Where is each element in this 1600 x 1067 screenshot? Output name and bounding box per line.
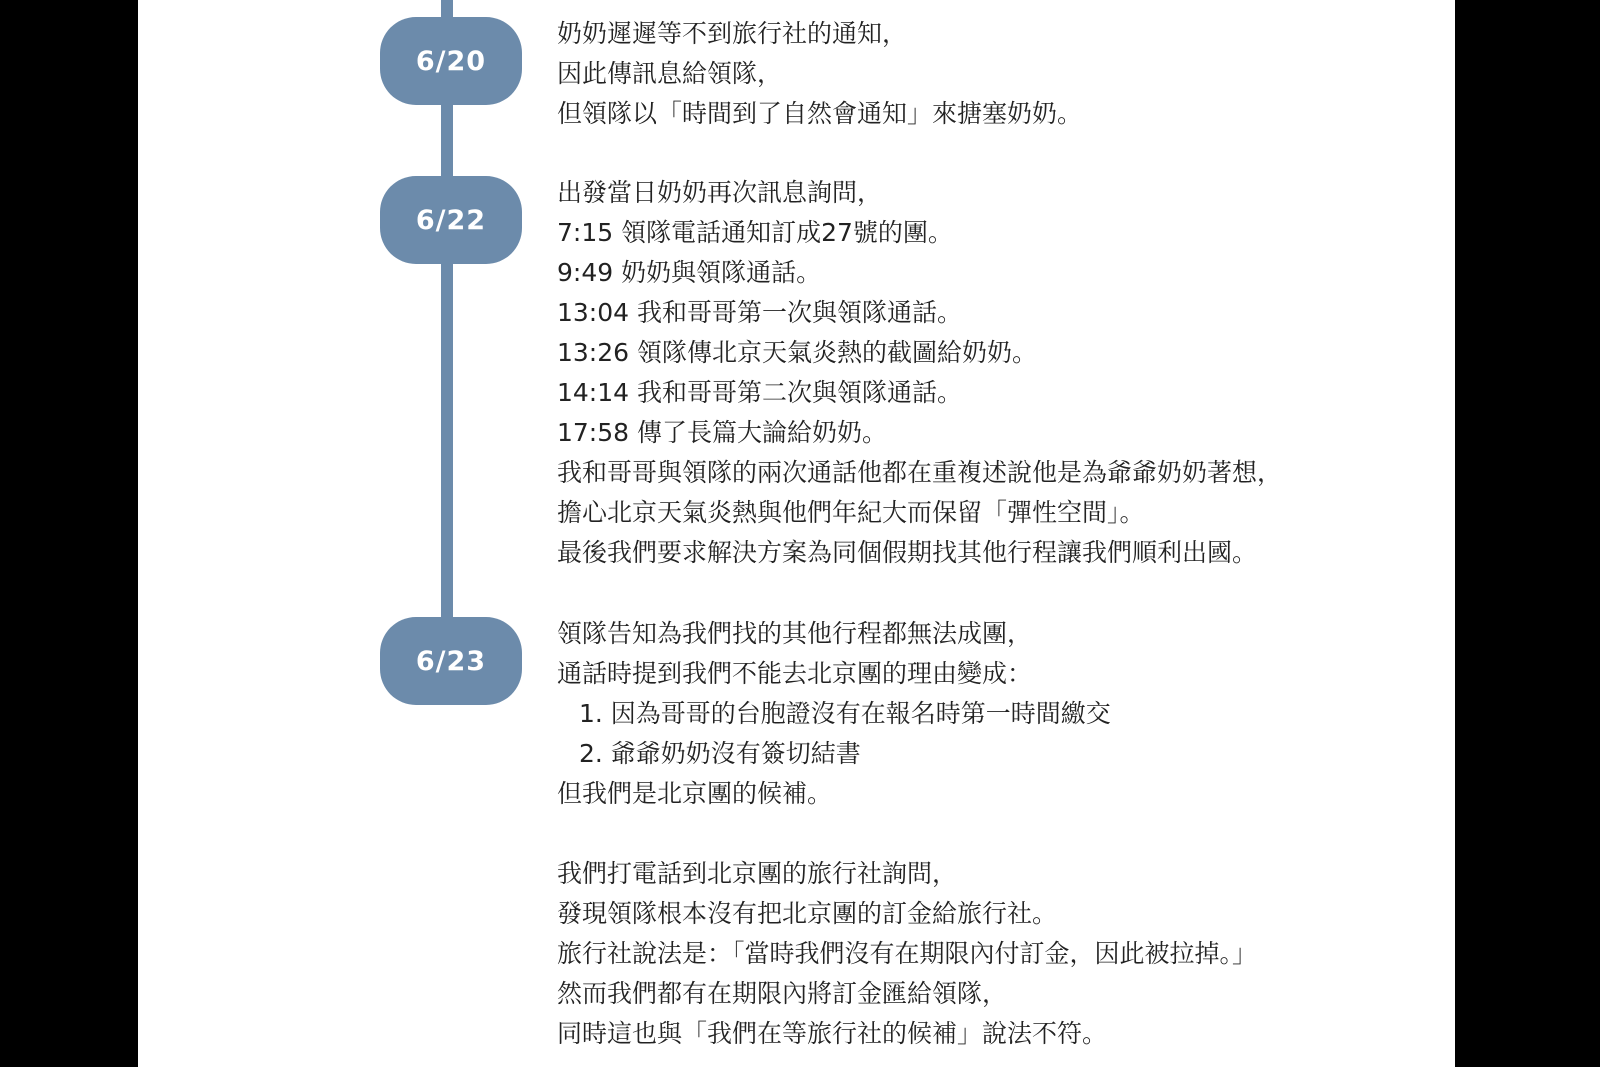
entry-line: 但領隊以「時間到了自然會通知」來搪塞奶奶。 xyxy=(557,99,1083,128)
entry-line: 13:04 我和哥哥第一次與領隊通話。 xyxy=(557,298,962,327)
entry-line: 旅行社說法是：「當時我們沒有在期限內付訂金，因此被拉掉。」 xyxy=(557,939,1258,968)
entry-line: 我們打電話到北京團的旅行社詢問， xyxy=(557,859,958,888)
entry-line: 通話時提到我們不能去北京團的理由變成： xyxy=(557,659,1033,688)
entry-line: 9:49 奶奶與領隊通話。 xyxy=(557,258,822,287)
entry-line: 同時這也與「我們在等旅行社的候補」說法不符。 xyxy=(557,1019,1108,1048)
entry-line: 17:58 傳了長篇大論給奶奶。 xyxy=(557,418,887,447)
date-badge-0620 xyxy=(380,17,522,105)
entry-text-0620 xyxy=(557,14,1437,134)
entry-line: 我和哥哥與領隊的兩次通話他都在重複述說他是為爺爺奶奶著想， xyxy=(557,458,1283,487)
document-page xyxy=(138,0,1455,1067)
entry-line: 出發當日奶奶再次訊息詢問， xyxy=(557,178,883,207)
date-badge-0623 xyxy=(380,617,522,705)
entry-line: 7:15 領隊電話通知訂成27號的團。 xyxy=(557,218,953,247)
entry-text-0622 xyxy=(557,173,1437,573)
entry-line: 奶奶遲遲等不到旅行社的通知， xyxy=(557,19,908,48)
date-badge-0622 xyxy=(380,176,522,264)
blank-line xyxy=(557,814,1437,854)
date-label: 6/23 xyxy=(415,645,487,677)
date-label: 6/22 xyxy=(415,204,487,236)
numbered-item-1: 1. 因為哥哥的台胞證沒有在報名時第一時間繳交 xyxy=(579,699,1111,728)
entry-line: 發現領隊根本沒有把北京團的訂金給旅行社。 xyxy=(557,899,1058,928)
entry-line: 領隊告知為我們找的其他行程都無法成團， xyxy=(557,619,1033,648)
numbered-item-2: 2. 爺爺奶奶沒有簽切結書 xyxy=(579,739,861,768)
entry-line: 因此傳訊息給領隊， xyxy=(557,59,783,88)
entry-line: 但我們是北京團的候補。 xyxy=(557,779,833,808)
entry-line: 14:14 我和哥哥第二次與領隊通話。 xyxy=(557,378,962,407)
entry-line: 擔心北京天氣炎熱與他們年紀大而保留「彈性空間」。 xyxy=(557,498,1145,527)
entry-line: 然而我們都有在期限內將訂金匯給領隊， xyxy=(557,979,1008,1008)
entry-line: 最後我們要求解決方案為同個假期找其他行程讓我們順利出國。 xyxy=(557,538,1258,567)
entry-text-0623 xyxy=(557,614,1437,1054)
entry-line: 13:26 領隊傳北京天氣炎熱的截圖給奶奶。 xyxy=(557,338,1037,367)
date-label: 6/20 xyxy=(415,45,487,77)
